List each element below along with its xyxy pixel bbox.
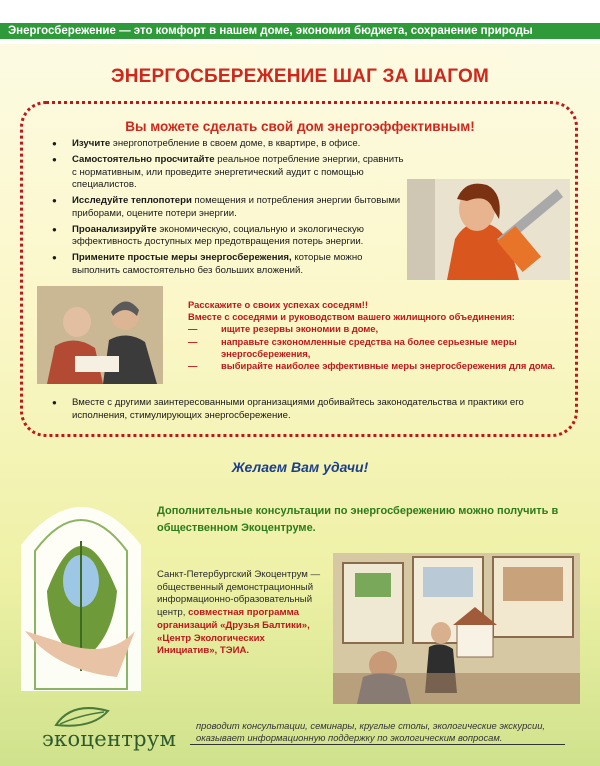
photo-sealant-gun [407, 179, 570, 280]
list-item: ● Вместе с другими заинтересованными организациями добивайтесь законодательства и практики его исполнения, стимулирующих энергосбережение. [52, 397, 562, 422]
ecocenter-description [157, 569, 327, 658]
banner-slogan: Энергосбережение — это комфорт в нашем доме, экономия бюджета, сохранение природы [0, 23, 600, 39]
photo-exhibition [333, 553, 580, 704]
leaf-illustration [17, 481, 145, 691]
list-item: ● Исследуйте теплопотери помещения и потребления энергии бытовыми приборами, оцените потери энергии. [52, 195, 407, 220]
description-partners: совместная программа организаций «Друзья Балтики», «Центр Экологических Инициатив», ТЭИА. [157, 607, 310, 657]
page-title: ЭНЕРГОСБЕРЕЖЕНИЕ ШАГ ЗА ШАГОМ [111, 66, 489, 87]
list-item: ● Самостоятельно просчитайте реальное потребление энергии, сравнить с нормативным, или проведите энергетический аудит с помощью специалистов. [52, 154, 407, 192]
logo-text: экоцентрум [42, 727, 177, 751]
tips-heading: Вы можете сделать свой дом энергоэффективным! [125, 119, 475, 134]
list-item: ● Изучите энергопотребление в своем доме, в квартире, в офисе. [52, 138, 407, 151]
photo-neighbors [37, 286, 163, 384]
callout-line: Расскажите о своих успехах соседям!! [188, 299, 369, 310]
footer-note: проводит консультации, семинары, круглые столы, экологические экскурсии, оказывает информационную поддержку по экологическим вопросам. [196, 720, 546, 743]
list-item: ● Примените простые меры энергосбережения, которые можно выполнить самостоятельно без больших вложений. [52, 252, 407, 277]
wish-heading: Желаем Вам удачи! [231, 459, 369, 475]
consultation-note: Дополнительные консультации по энергосбережению можно получить в общественном Экоцентруме. [157, 505, 559, 534]
list-item: ● Проанализируйте экономическую, социальную и экологическую эффективность доступных мер предотвращения потерь энергии. [52, 224, 407, 249]
neighbors-callout [188, 299, 568, 372]
tips-list [52, 138, 407, 281]
top-banner [0, 0, 600, 44]
callout-line: Вместе с соседями и руководством вашего жилищного объединения: [188, 311, 515, 323]
list-item: — выбирайте наиболее эффективные меры энергосбережения для дома. [188, 360, 556, 372]
description-plain: Санкт-Петербургский Экоцентрум — общественный демонстрационный информационно-образовательный центр, [157, 569, 321, 619]
list-item: — направьте сэкономленные средства на более серьезные меры энергосбережения, [188, 335, 517, 359]
list-item: — ищите резервы экономии в доме, [188, 323, 379, 335]
ecocenter-logo [42, 705, 192, 757]
footer-divider [190, 744, 565, 745]
